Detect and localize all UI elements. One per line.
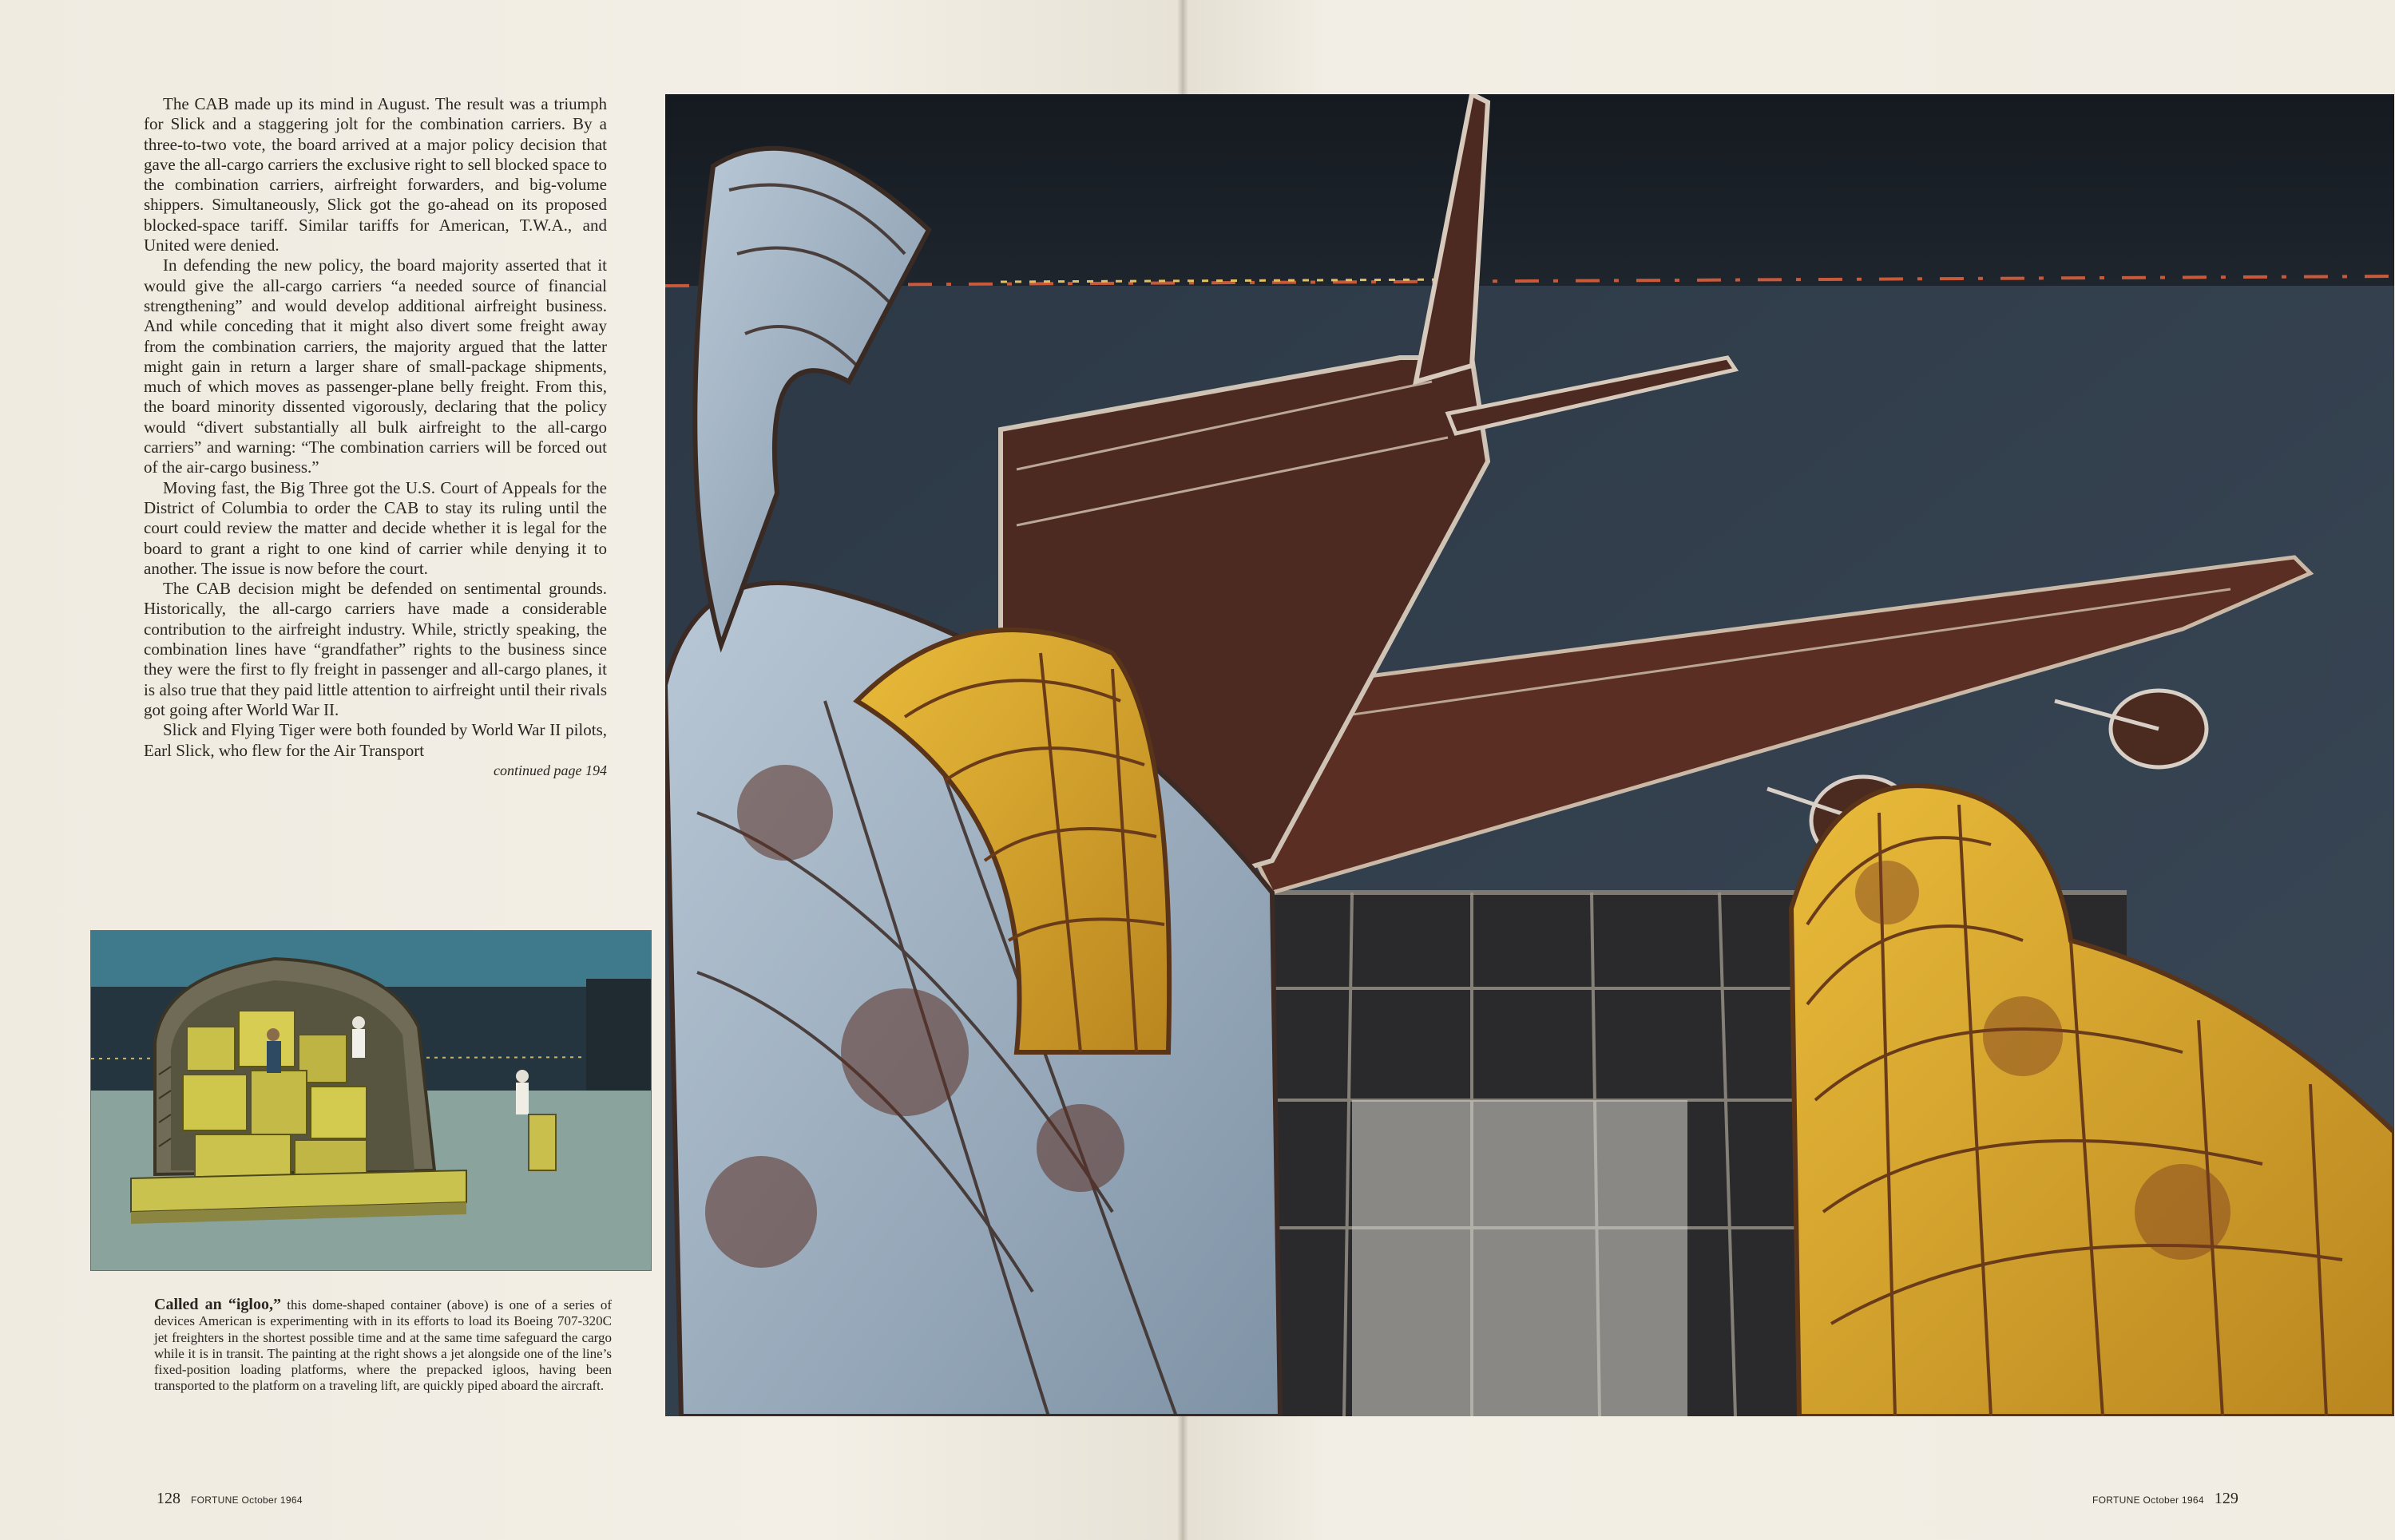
- illustration-caption: [154, 1297, 612, 1395]
- article-paragraph: The CAB decision might be defended on sentimental grounds. Historically, the all-cargo carriers have made a considerable contribution to the airfreight industry. While, strictly speaking, the combination lines have “grandfather” rights to the business since they were the first to fly freight in passenger and all-cargo planes, it is also true that they paid little attention to airfreight until their rivals got going after World War II.: [144, 579, 607, 719]
- article-paragraph: The CAB made up its mind in August. The result was a triumph for Slick and a staggering jolt for the combination carriers. By a three-to-two vote, the board arrived at a major policy decision that gave the all-cargo carriers the exclusive right to sell blocked space to the combination carriers, airfreight forwarders, and big-volume shippers. Simultaneously, Slick got the go-ahead on its proposed blocked-space tariff. Similar tariffs for American, T.W.A., and United were denied.: [144, 94, 607, 255]
- jet-loading-painting: [665, 94, 2394, 1416]
- page-number: 129: [2214, 1490, 2238, 1507]
- article-paragraph: In defending the new policy, the board majority asserted that it would give the all-cargo carriers “a needed source of financial strengthening” and would develop additional airfreight business. And while conceding that it might also divert some freight away from the combination carriers, the majority argued that the latter might gain in return a larger share of small-package shipments, much of which moves as passenger-plane belly freight. From this, the board minority dissented vigorously, declaring that the policy would “divert substantially all bulk airfreight to the all-cargo carriers” and warning: “The combination carriers will be forced out of the air-cargo business.”: [144, 255, 607, 477]
- magazine-name: FORTUNE October 1964: [2092, 1494, 2204, 1506]
- page-number: 128: [157, 1490, 180, 1507]
- continued-note: continued page 194: [494, 762, 607, 778]
- article-paragraph: Slick and Flying Tiger were both founded by World War II pilots, Earl Slick, who flew for the Air Transport: [144, 720, 607, 760]
- folio-left: [157, 1490, 309, 1508]
- article-column: [144, 94, 607, 781]
- folio-right: [2086, 1490, 2238, 1508]
- caption-lead: Called an “igloo,”: [154, 1296, 281, 1313]
- caption-body: this dome-shaped container (above) is one of a series of devices American is experimenting with in its efforts to load its Boeing 707-320C jet freighters in the shortest possible time and at the same time safeguard the cargo while it is in transit. The painting at the right shows a jet alongside one of the line’s fixed-position loading platforms, where the prepacked igloos, having been transported to the platform on a traveling lift, are quickly piped aboard the aircraft.: [154, 1297, 612, 1394]
- magazine-name: FORTUNE October 1964: [191, 1494, 303, 1506]
- igloo-container-painting: [90, 930, 652, 1271]
- article-paragraph: Moving fast, the Big Three got the U.S. Court of Appeals for the District of Columbia to order the CAB to stay its ruling until the court could review the matter and decide whether it is legal for the board to grant a right to one kind of carrier while denying it to another. The issue is now before the court.: [144, 477, 607, 578]
